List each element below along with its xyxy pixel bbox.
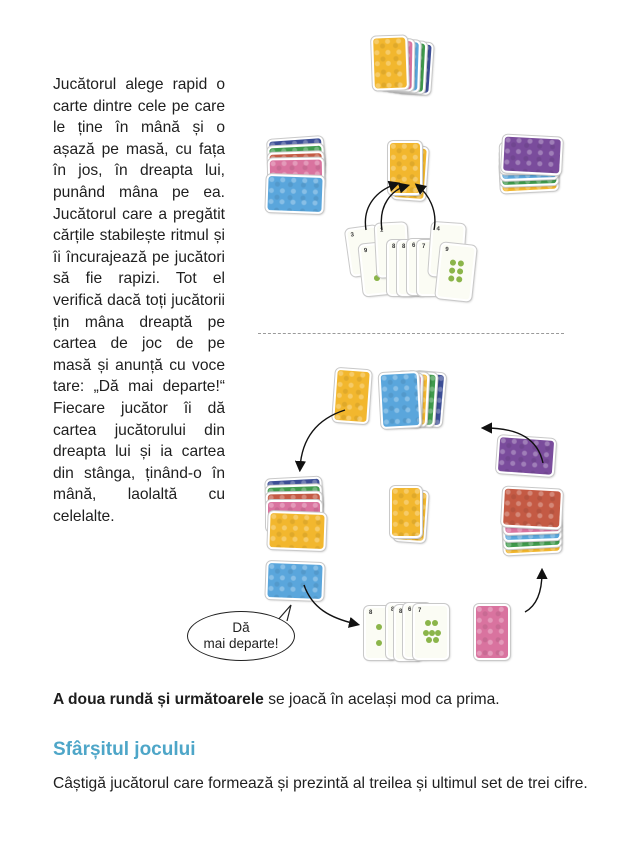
speech-line-1: Dă xyxy=(232,620,250,635)
card-back-yellow xyxy=(371,35,409,90)
instruction-paragraph: Jucătorul alege rapid o carte dintre cele pe care le ține în mână și o așază pe masă, cu fața în jos, în dreapta lui, punând mâna pe ea. Jucătorul care a pregătit cărțile stabilește ritmul și îi încurajează pe jucători să fie rapizi. Tot el verifică dacă toți jucătorii țin mâna dreaptă pe cartea de joc de pe masă și anunță cu voce tare: „Dă mai departe!“ Fiecare jucător îi dă cartea jucătorului din dreapta lui și ia cartea din stânga, ținând-o în mână, laolaltă cu celelalte. xyxy=(53,76,225,525)
section-divider xyxy=(258,333,564,334)
speech-line-2: mai departe! xyxy=(203,636,279,651)
pass-arrows-icon xyxy=(280,380,570,640)
card-back-blue xyxy=(265,174,324,214)
end-of-game-text: Câștigă jucătorul care formează și prezintă al treilea și ultimul set de trei cifre. xyxy=(53,775,588,792)
play-arrows-icon xyxy=(340,170,450,240)
round-note-bold: A doua rundă și următoarele xyxy=(53,691,264,708)
round-note xyxy=(53,688,613,711)
section-heading-end-of-game: Sfârșitul jocului xyxy=(53,739,196,760)
round-note-rest: se joacă în același mod ca prima. xyxy=(263,691,500,708)
card-back-purple xyxy=(501,134,563,175)
speech-bubble xyxy=(187,611,295,661)
instruction-text-column xyxy=(53,74,225,527)
